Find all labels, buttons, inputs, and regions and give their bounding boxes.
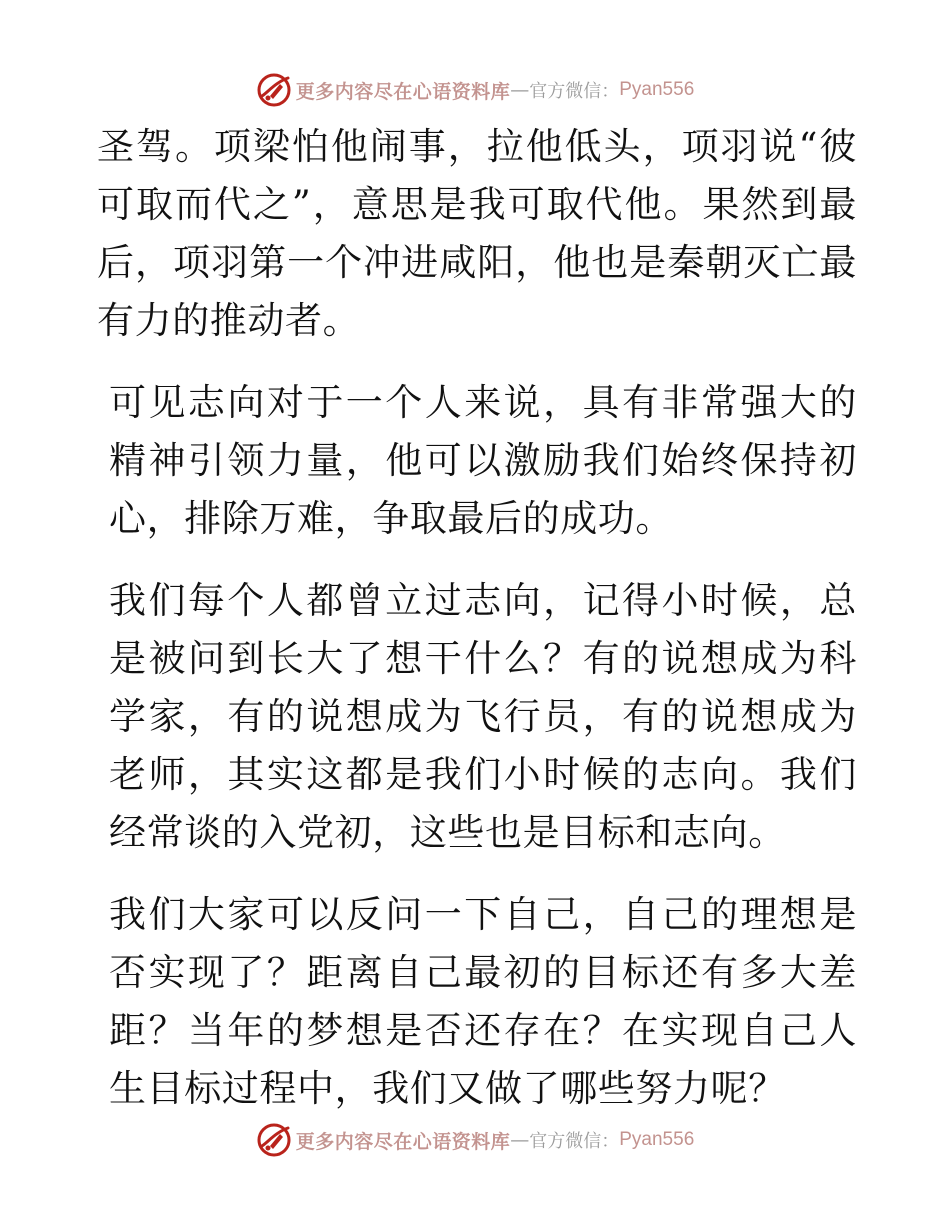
paragraph-4: 我们大家可以反问一下自己，自己的理想是否实现了？距离自己最初的目标还有多大差距？当年的梦想是否还存在？在实现自己人生目标过程中，我们又做了哪些努力呢？ xyxy=(109,893,857,1110)
header-wechat-id: Pyan556 xyxy=(619,79,695,100)
header-wechat-label: 官方微信： xyxy=(529,81,620,102)
paragraph-2: 可见志向对于一个人来说，具有非常强大的精神引领力量，他可以激励我们始终保持初心，排除万难，争取最后的成功。 xyxy=(109,381,857,540)
footer-separator: — xyxy=(510,1129,530,1151)
footer-wechat-label: 官方微信： xyxy=(529,1131,620,1152)
footer-promo-text: 更多内容尽在心语资料库 xyxy=(295,1130,511,1153)
header-banner xyxy=(0,70,950,110)
header-separator: — xyxy=(510,79,530,101)
footer-banner xyxy=(0,1120,950,1160)
document-body xyxy=(97,118,857,1118)
paragraph-3: 我们每个人都曾立过志向，记得小时候，总是被问到长大了想干什么？有的说想成为科学家，有的说想成为飞行员，有的说想成为老师，其实这都是我们小时候的志向。我们经常谈的入党初，这些也是目标和志向。 xyxy=(109,579,857,854)
pen-logo-icon xyxy=(256,1122,292,1158)
paragraph-1: 圣驾。项梁怕他闹事，拉他低头，项羽说“彼可取而代之”，意思是我可取代他。果然到最后，项羽第一个冲进咸阳，他也是秦朝灭亡最有力的推动者。 xyxy=(97,125,857,342)
pen-logo-icon xyxy=(256,72,292,108)
header-promo-text: 更多内容尽在心语资料库 xyxy=(295,80,511,103)
footer-wechat-id: Pyan556 xyxy=(619,1129,695,1150)
